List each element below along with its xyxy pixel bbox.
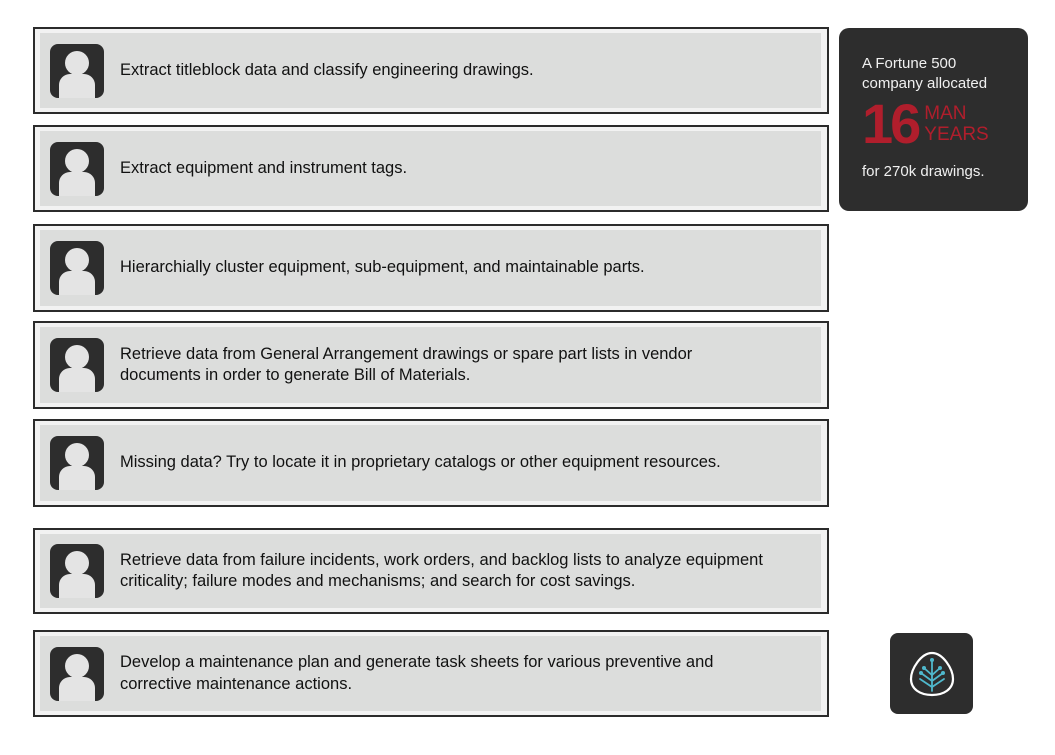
task-panel bbox=[40, 425, 821, 501]
task-text: Retrieve data from failure incidents, work orders, and backlog lists to analyze equipment criticality; failure modes and mechanisms; and search for cost savings. bbox=[120, 550, 763, 590]
task-text: Retrieve data from General Arrangement drawings or spare part lists in vendor documents in order to generate Bill of Materials. bbox=[120, 344, 693, 384]
user-icon bbox=[50, 44, 104, 98]
task-panel bbox=[40, 636, 821, 711]
user-icon bbox=[50, 436, 104, 490]
stat-figure bbox=[862, 92, 1028, 155]
stat-lead: A Fortune 500 company allocated bbox=[862, 55, 988, 92]
stat-number: 16 bbox=[862, 92, 919, 155]
task-text: Hierarchially cluster equipment, sub-equipment, and maintainable parts. bbox=[120, 258, 645, 277]
task-item bbox=[33, 419, 829, 507]
task-item bbox=[33, 224, 829, 312]
task-item bbox=[33, 27, 829, 114]
brand-logo bbox=[890, 633, 973, 714]
task-text: Develop a maintenance plan and generate task sheets for various preventive and corrective maintenance actions. bbox=[120, 653, 714, 693]
user-icon bbox=[50, 142, 104, 196]
stat-unit bbox=[924, 103, 988, 145]
stat-unit-line1: MAN bbox=[924, 103, 967, 124]
task-panel bbox=[40, 327, 821, 403]
stat-card bbox=[839, 28, 1028, 211]
task-item bbox=[33, 321, 829, 409]
task-panel bbox=[40, 33, 821, 108]
stat-unit-line2: YEARS bbox=[924, 124, 989, 145]
user-icon bbox=[50, 544, 104, 598]
stat-foot: for 270k drawings. bbox=[862, 163, 985, 180]
task-item bbox=[33, 630, 829, 717]
tree-leaf-icon bbox=[907, 649, 957, 699]
task-item bbox=[33, 125, 829, 212]
task-panel bbox=[40, 230, 821, 306]
task-panel bbox=[40, 131, 821, 206]
task-item bbox=[33, 528, 829, 614]
task-panel bbox=[40, 534, 821, 608]
task-text: Extract titleblock data and classify engineering drawings. bbox=[120, 60, 534, 79]
task-text: Extract equipment and instrument tags. bbox=[120, 158, 408, 177]
user-icon bbox=[50, 647, 104, 701]
user-icon bbox=[50, 338, 104, 392]
task-text: Missing data? Try to locate it in proprietary catalogs or other equipment resources. bbox=[120, 453, 721, 472]
user-icon bbox=[50, 241, 104, 295]
